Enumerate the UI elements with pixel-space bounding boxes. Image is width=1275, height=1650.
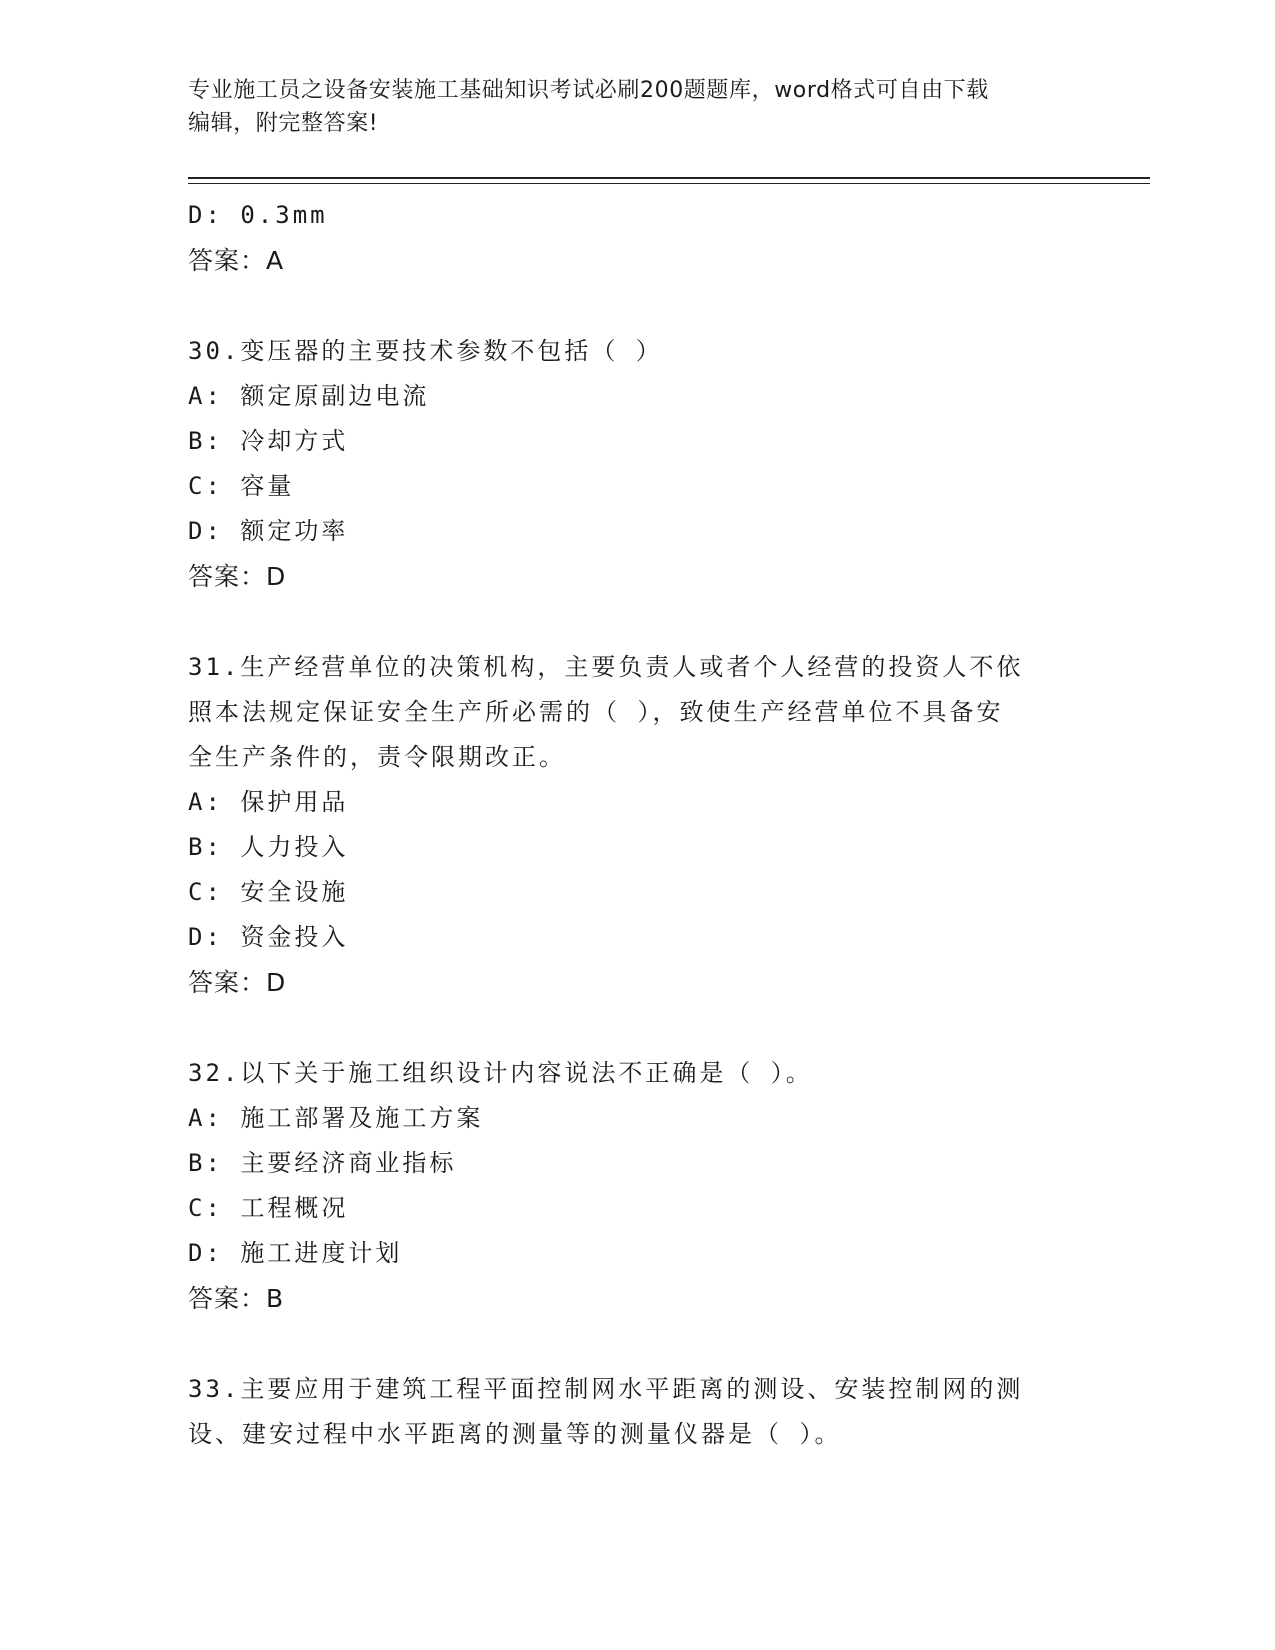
prev-option-d: D: 0.3mm: [188, 201, 328, 229]
option-c: C: 容量: [188, 472, 295, 500]
option-d: D: 额定功率: [188, 517, 349, 545]
question-stem: [188, 1367, 1088, 1457]
stem-line: 照本法规定保证安全生产所必需的（ ），致使生产经营单位不具备安: [188, 698, 1004, 726]
stem-line: 设、建安过程中水平距离的测量等的测量仪器是（ ）。: [188, 1420, 842, 1448]
question-gap: [188, 1322, 1088, 1367]
prev-answer: 答案：A: [188, 246, 285, 275]
question-gap: [188, 1006, 1088, 1051]
question-stem: [188, 329, 1088, 374]
question-list: [188, 193, 1088, 1457]
question-gap: [188, 284, 1088, 329]
option-a: A: 额定原副边电流: [188, 382, 430, 410]
answer: 答案：D: [188, 968, 287, 997]
question-stem: [188, 1051, 1088, 1096]
header-line-2: 编辑，附完整答案!: [188, 111, 379, 136]
option-c: C: 工程概况: [188, 1194, 349, 1222]
stem-line: 30.变压器的主要技术参数不包括（ ）: [188, 337, 663, 365]
question-stem: [188, 645, 1088, 780]
question-gap: [188, 600, 1088, 645]
page-header: [188, 74, 1088, 140]
stem-line: 33.主要应用于建筑工程平面控制网水平距离的测设、安装控制网的测: [188, 1375, 1024, 1403]
option-b: B: 人力投入: [188, 833, 349, 861]
stem-line: 31.生产经营单位的决策机构，主要负责人或者个人经营的投资人不依: [188, 653, 1024, 681]
header-rule-thin: [188, 183, 1150, 184]
header-rule-thick: [188, 177, 1150, 179]
option-a: A: 施工部署及施工方案: [188, 1104, 484, 1132]
question-30: [188, 329, 1088, 600]
question-32: [188, 1051, 1088, 1322]
question-31: [188, 645, 1088, 1006]
option-b: B: 主要经济商业指标: [188, 1149, 457, 1177]
option-a: A: 保护用品: [188, 788, 349, 816]
option-d: D: 施工进度计划: [188, 1239, 403, 1267]
stem-line: 32.以下关于施工组织设计内容说法不正确是（ ）。: [188, 1059, 813, 1087]
header-line-1: 专业施工员之设备安装施工基础知识考试必刷200题题库，word格式可自由下载: [188, 78, 989, 103]
stem-line: 全生产条件的，责令限期改正。: [188, 743, 566, 771]
answer: 答案：D: [188, 562, 287, 591]
answer: 答案：B: [188, 1284, 285, 1313]
option-c: C: 安全设施: [188, 878, 349, 906]
option-b: B: 冷却方式: [188, 427, 349, 455]
option-d: D: 资金投入: [188, 923, 349, 951]
question-33: [188, 1367, 1088, 1457]
